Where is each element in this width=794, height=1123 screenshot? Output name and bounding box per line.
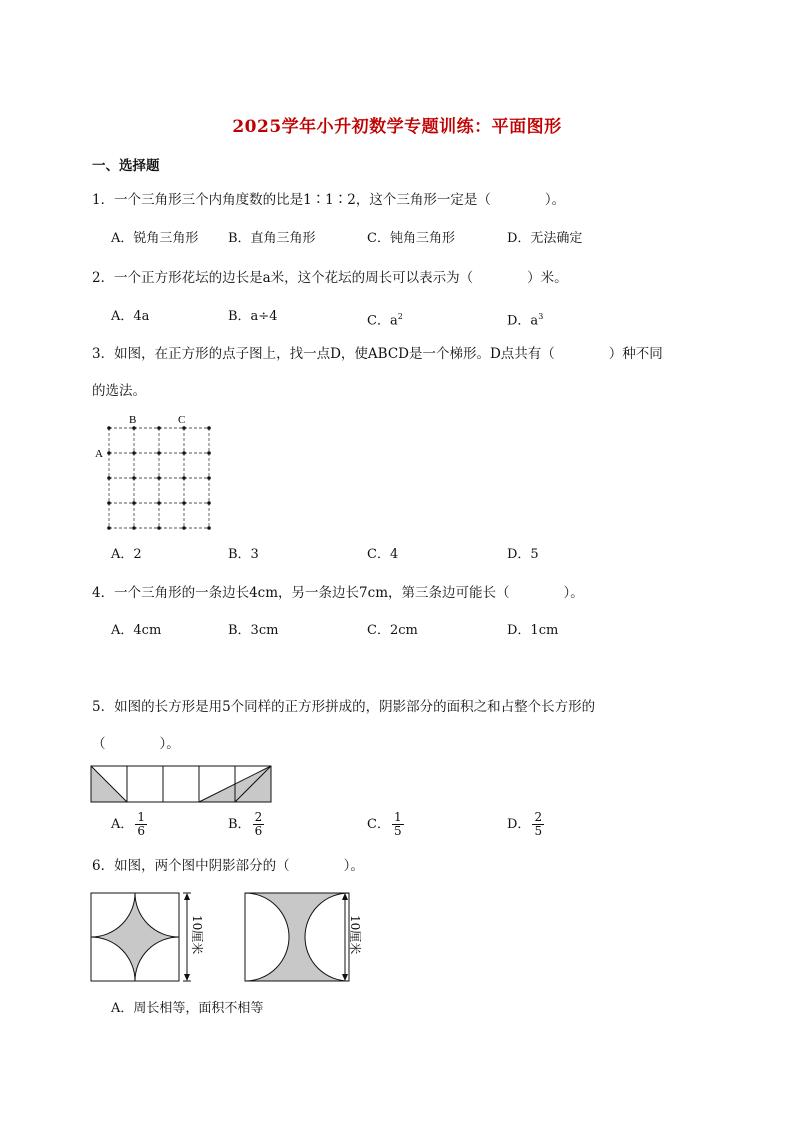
point-label-a: A [95,448,103,460]
q2-option-b[interactable]: B．a÷4 [228,309,278,324]
dot-grid-figure [92,410,222,535]
question-2-stem: 2．一个正方形花坛的边长是a米，这个花坛的周长可以表示为（ ）米。 [92,270,568,286]
question-3-stem-line2: 的选法。 [92,383,146,399]
q3-option-b[interactable]: B．3 [228,547,259,562]
dimension-label-left: 10厘米 [190,915,204,955]
question-5-stem-line2: （ ）。 [92,736,180,752]
q2-option-d[interactable]: D．$a^3$ [507,312,544,329]
q4-option-d[interactable]: D．1cm [507,623,559,638]
dimension-label-right: 10厘米 [348,915,362,955]
q4-option-b[interactable]: B．3cm [228,623,279,638]
question-3-stem-line1: 3．如图，在正方形的点子图上，找一点D，使ABCD是一个梯形。D点共有（ ）种不同 [92,346,663,362]
q1-option-c[interactable]: C．钝角三角形 [367,231,455,246]
q2-option-c[interactable]: C．$a^2$ [367,312,403,329]
q3-option-d[interactable]: D．5 [507,547,539,562]
q5-option-d[interactable]: D． $\frac{2}{5}$ [507,810,543,838]
question-6-stem: 6．如图，两个图中阴影部分的（ ）。 [92,858,364,874]
figure-concave-star [91,893,204,985]
q2-option-a[interactable]: A．4a [111,309,150,324]
five-squares-figure [91,766,273,804]
q3-option-a[interactable]: A．2 [111,547,142,562]
q1-option-b[interactable]: B．直角三角形 [228,231,316,246]
q5-option-c[interactable]: C． $\frac{1}{5}$ [367,810,402,838]
q4-option-a[interactable]: A．4cm [111,623,162,638]
point-label-c: C [178,414,186,426]
q5-option-a[interactable]: A． $\frac{1}{6}$ [111,810,146,838]
q6-option-a[interactable]: A．周长相等，面积不相等 [111,1001,264,1016]
point-label-b: B [129,414,137,426]
q4-option-c[interactable]: C．2cm [367,623,418,638]
q1-option-a[interactable]: A．锐角三角形 [111,231,199,246]
question-4-stem: 4．一个三角形的一条边长4cm，另一条边长7cm，第三条边可能长（ ）。 [92,585,584,601]
q2-option-d-exponent: 3 [538,312,544,321]
figure-semicircles [245,893,370,985]
page-title: 2025学年小升初数学专题训练：平面图形 [232,117,562,137]
q2-option-c-exponent: 2 [397,312,403,321]
section-heading: 一、选择题 [92,158,160,174]
q5-option-b[interactable]: B． $\frac{2}{6}$ [228,810,263,838]
q3-option-c[interactable]: C．4 [367,547,399,562]
question-5-stem-line1: 5．如图的长方形是用5个同样的正方形拼成的，阴影部分的面积之和占整个长方形的 [92,699,596,715]
question-1-stem: 1．一个三角形三个内角度数的比是1∶1∶2，这个三角形一定是（ ）。 [92,192,566,208]
q1-option-d[interactable]: D．无法确定 [507,231,583,246]
